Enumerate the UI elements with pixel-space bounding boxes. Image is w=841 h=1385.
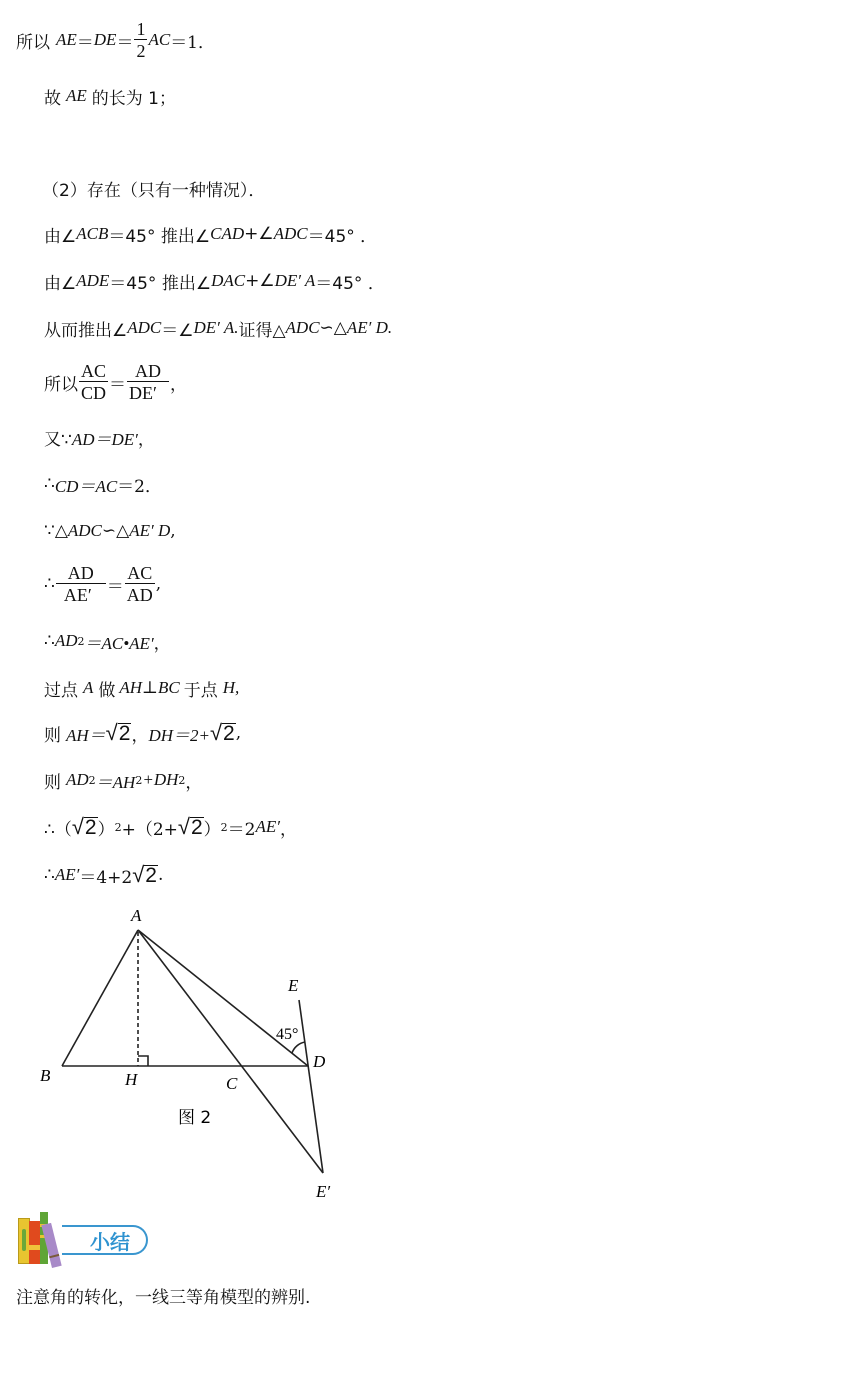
text: +（2+ — [121, 819, 178, 840]
exponent: 2 — [77, 634, 85, 648]
text: 则 — [44, 772, 61, 793]
exponent: 2 — [220, 820, 228, 834]
angle: DE′ A — [274, 271, 316, 290]
text: . — [157, 865, 164, 885]
step-1 — [44, 222, 377, 246]
var-ah: ＝AH — [95, 772, 136, 792]
sqrt-2: √ 2 — [105, 720, 131, 745]
text: ＝4+2 — [79, 867, 133, 888]
sqrt-2: √ 2 — [71, 814, 97, 839]
step-8 — [44, 558, 161, 610]
equals: ＝ — [76, 32, 94, 53]
book-icon-red — [29, 1221, 40, 1264]
var-ac: AC — [148, 30, 171, 49]
sqrt-2: √ 2 — [132, 862, 157, 887]
exponent: 2 — [178, 773, 186, 787]
step-4 — [44, 356, 187, 408]
summary-text — [16, 1283, 310, 1307]
because-symbol: ∵△ — [44, 521, 68, 541]
numerator: 1 — [136, 18, 146, 39]
var-ae: AE — [56, 30, 77, 49]
angle: ADC — [273, 224, 308, 243]
badge-pill — [62, 1225, 148, 1255]
text: ） — [203, 819, 221, 840]
geometry-figure — [0, 895, 380, 1215]
text: 做 — [98, 680, 116, 701]
step-13 — [44, 812, 297, 842]
step-7 — [44, 519, 176, 543]
angle: CAD — [210, 224, 245, 243]
step-6 — [44, 472, 162, 496]
text: 故 — [44, 88, 61, 109]
var-ad: AD — [66, 770, 89, 789]
text: 由∠ — [44, 226, 77, 247]
step-2 — [44, 269, 385, 293]
heading-text: （2）存在（只有一种情况）． — [42, 180, 266, 201]
result: ＝1． — [170, 32, 216, 53]
step-14 — [44, 860, 163, 890]
var-ae-prime: AE′ — [255, 817, 280, 836]
text: 所以 — [44, 374, 78, 395]
radicand: 2 — [190, 816, 203, 839]
step-9 — [44, 628, 171, 654]
segment-ae-prime — [138, 930, 323, 1173]
radicand: 2 — [223, 722, 235, 745]
text: , — [235, 723, 242, 743]
expression: AH＝ — [66, 725, 106, 745]
var-de: DE — [93, 30, 117, 49]
denominator: CD — [81, 382, 107, 403]
text: ， — [169, 374, 187, 395]
expression: AH⊥BC — [119, 678, 180, 697]
numerator: AC — [81, 360, 107, 381]
denominator: AE′ — [56, 583, 106, 606]
text: 证得△ — [238, 320, 286, 341]
text: , — [170, 521, 176, 541]
text: 则 — [44, 725, 61, 746]
angle: ADC — [127, 318, 162, 337]
label-e: E — [288, 976, 299, 995]
equals: ＝ — [106, 576, 124, 597]
badge-label: 小结 — [90, 1229, 130, 1254]
var-dh: +DH — [142, 770, 179, 789]
segment-ad — [138, 930, 308, 1066]
therefore-symbol: ∴ — [44, 865, 55, 885]
text: ∽△ — [319, 318, 347, 338]
sqrt-2: √ 2 — [177, 814, 203, 839]
text: 的长为 1； — [91, 88, 177, 109]
denominator: DE′ — [127, 381, 169, 404]
figure-caption: 图 2 — [178, 1108, 212, 1128]
denominator: AD — [126, 584, 153, 605]
radicand: 2 — [145, 864, 157, 887]
part2-heading — [42, 176, 265, 200]
numerator: AC — [127, 562, 153, 583]
label-b: B — [40, 1066, 51, 1085]
triangle: AE′ D — [129, 521, 171, 540]
exponent: 2 — [114, 820, 122, 834]
triangle: AE′ D. — [346, 318, 393, 337]
label-c: C — [226, 1074, 238, 1093]
text: ， — [153, 633, 171, 654]
text: 于点 — [183, 680, 218, 701]
text: ＝45° ． — [307, 226, 378, 247]
text: 过点 — [44, 680, 78, 701]
therefore-symbol: ∴ — [44, 474, 55, 494]
text: +∠ — [244, 224, 274, 244]
fraction-ac-ad — [125, 563, 155, 606]
expression: DH＝2+ — [148, 725, 210, 745]
text: ， — [131, 725, 149, 746]
fraction-ad-ae — [56, 563, 106, 606]
angle: ADE — [76, 271, 110, 290]
segment-ab — [62, 930, 138, 1066]
expression: AD＝DE′ — [71, 429, 138, 449]
step-12 — [44, 766, 202, 794]
numerator: AD — [67, 562, 94, 583]
label-h: H — [125, 1070, 138, 1089]
text: ＝45° 推出∠ — [108, 226, 211, 247]
exponent: 2 — [135, 773, 143, 787]
text: ， — [185, 772, 203, 793]
step-3 — [44, 316, 392, 340]
text: ＝2 — [227, 819, 256, 840]
equals: ＝ — [116, 32, 134, 53]
expression: CD＝AC — [54, 476, 118, 496]
text: ∽△ — [101, 521, 130, 541]
text: ＝45° ． — [315, 273, 385, 294]
step-11 — [44, 718, 241, 748]
text: ， — [137, 429, 155, 450]
text: ， — [280, 819, 297, 840]
label-e-prime: E′ — [316, 1182, 331, 1201]
angle: DAC — [211, 271, 246, 290]
therefore-symbol: ∴ — [44, 631, 55, 651]
fraction-ac-cd — [79, 361, 108, 404]
text: ＝45° 推出∠ — [109, 273, 212, 294]
fraction-ad-de — [127, 361, 169, 404]
text: ＝∠ — [161, 320, 194, 341]
denominator: 2 — [136, 40, 146, 61]
radicand: 2 — [118, 722, 131, 745]
text: ∴（ — [44, 819, 72, 840]
numerator: AD — [134, 360, 161, 381]
text: ） — [97, 819, 115, 840]
radicand: 2 — [84, 816, 97, 839]
label-a: A — [131, 906, 142, 925]
step-5 — [44, 425, 155, 449]
expression: ＝AC•AE′ — [84, 633, 154, 653]
sqrt-2: √ 2 — [209, 720, 235, 745]
var-ae: AE — [66, 86, 87, 105]
text: , — [155, 574, 162, 594]
fraction-half — [134, 19, 147, 62]
var-ae-prime: AE′ — [54, 865, 80, 884]
var-ad: AD — [54, 631, 78, 650]
text: 由∠ — [44, 273, 77, 294]
step-10 — [44, 676, 239, 700]
exponent: 2 — [88, 773, 96, 787]
part1-line2 — [44, 84, 176, 108]
point: H, — [222, 678, 240, 697]
text: 所以 — [16, 32, 50, 53]
text: ＝2． — [117, 476, 162, 497]
triangle: ADC — [67, 521, 102, 540]
summary-badge — [18, 1214, 150, 1270]
angle: DE′ A. — [193, 318, 239, 337]
angle-arc — [292, 1042, 305, 1053]
part1-line1 — [16, 14, 215, 66]
equals: ＝ — [109, 374, 127, 395]
point: A — [83, 678, 94, 697]
text: 又∵ — [44, 429, 72, 450]
therefore-symbol: ∴ — [44, 574, 55, 594]
label-d: D — [313, 1052, 326, 1071]
text: 从而推出∠ — [44, 320, 128, 341]
angle: ACB — [76, 224, 109, 243]
text: +∠ — [245, 271, 275, 291]
triangle: ADC — [285, 318, 320, 337]
label-angle-45: 45° — [276, 1026, 299, 1043]
right-angle-marker — [138, 1056, 148, 1066]
summary-content: 注意角的转化，一线三等角模型的辨别. — [16, 1287, 311, 1308]
